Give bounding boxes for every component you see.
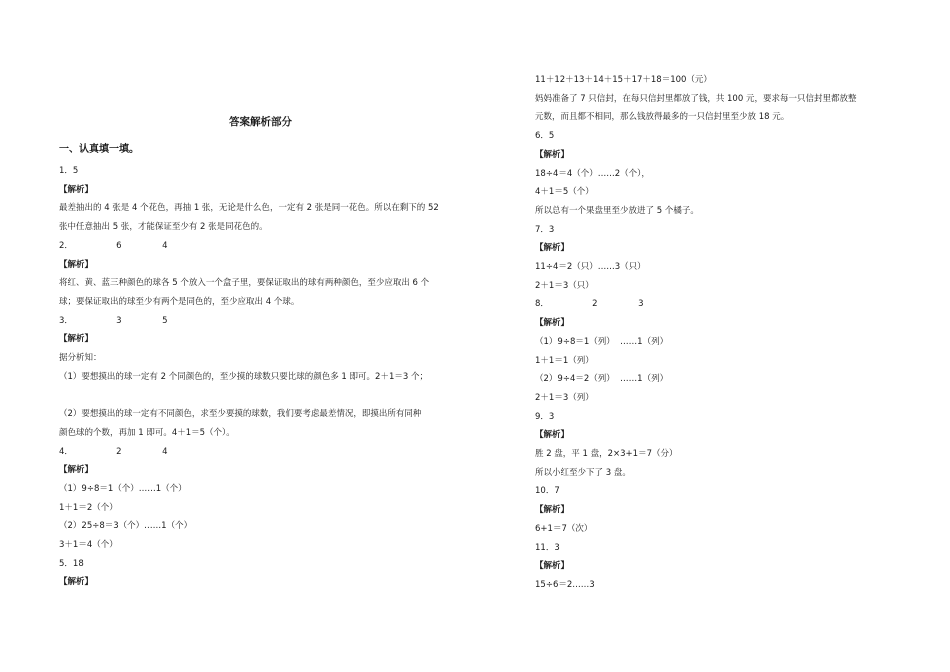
left-line: 1．5 bbox=[59, 166, 79, 176]
left-line: 4． 2 4 bbox=[59, 446, 168, 457]
left-line: 5．18 bbox=[59, 558, 84, 569]
left-line: （2）25÷8＝3（个）……1（个） bbox=[59, 521, 193, 532]
right-line: 【解析】 bbox=[535, 149, 570, 160]
right-line: 【解析】 bbox=[535, 318, 570, 329]
right-line: 6．5 bbox=[535, 131, 555, 142]
left-line: 颜色球的个数，再加 1 即可。4＋1＝5（个）。 bbox=[59, 427, 235, 438]
right-line: 2＋1＝3（只） bbox=[535, 280, 594, 291]
left-line: 球；要保证取出的球至少有两个是同色的，至少应取出 4 个球。 bbox=[59, 296, 300, 307]
right-line: 7．3 bbox=[535, 224, 555, 235]
right-line: （2）9÷4＝2（列） ……1（列） bbox=[535, 374, 669, 385]
right-line: 【解析】 bbox=[535, 430, 570, 441]
left-line: 【解析】 bbox=[59, 465, 94, 476]
left-line: （1）9÷8＝1（个）……1（个） bbox=[59, 483, 187, 494]
section-heading: 一、认真填一填。 bbox=[59, 144, 139, 155]
right-line: 所以小红至少下了 3 盘。 bbox=[535, 467, 631, 478]
left-line: 将红、黄、蓝三种颜色的球各 5 个放入一个盒子里，要保证取出的球有两种颜色，至少应取出 6 个 bbox=[59, 278, 430, 289]
right-line: 胜 2 盘，平 1 盘，2×3+1＝7（分） bbox=[535, 449, 678, 460]
right-line: （1）9÷8＝1（列） ……1（列） bbox=[535, 336, 669, 347]
right-line: 8． 2 3 bbox=[535, 299, 644, 310]
left-line: 2． 6 4 bbox=[59, 240, 168, 251]
right-line: 15÷6＝2……3 bbox=[535, 579, 595, 590]
right-line: 18÷4＝4（个）……2（个）， bbox=[535, 168, 650, 179]
right-line: 【解析】 bbox=[535, 505, 570, 516]
right-line: 【解析】 bbox=[535, 243, 570, 254]
right-line: 10．7 bbox=[535, 486, 560, 497]
right-line: 1＋1＝1（列） bbox=[535, 355, 594, 366]
right-line: 【解析】 bbox=[535, 561, 570, 572]
left-line bbox=[59, 386, 479, 405]
left-line: 【解析】 bbox=[59, 259, 94, 270]
right-line: 元数，而且都不相同，那么钱放得最多的一只信封里至少放 18 元。 bbox=[535, 112, 790, 123]
right-line: 11＋12＋13＋14＋15＋17＋18＝100（元） bbox=[535, 75, 712, 85]
left-column bbox=[59, 0, 479, 592]
right-line: 11÷4＝2（只）……3（只） bbox=[535, 262, 646, 273]
left-line: 3＋1＝4（个） bbox=[59, 540, 118, 551]
right-line: 2＋1＝3（列） bbox=[535, 392, 594, 403]
left-line: 【解析】 bbox=[59, 334, 94, 345]
right-line: 9．3 bbox=[535, 411, 555, 422]
left-line: 【解析】 bbox=[59, 184, 94, 195]
right-line: 妈妈准备了 7 只信封，在每只信封里都放了钱，共 100 元，要求每一只信封里都放整 bbox=[535, 93, 857, 104]
left-line: 1＋1＝2（个） bbox=[59, 502, 118, 513]
right-column bbox=[535, 0, 915, 595]
answer-section-title: 答案解析部分 bbox=[229, 116, 292, 128]
left-line: 最差抽出的 4 张是 4 个花色，再抽 1 张，无论是什么色，一定有 2 张是同一花色。所以在剩下的 52 bbox=[59, 203, 439, 214]
left-line: 据分析知： bbox=[59, 353, 102, 364]
right-line: 6+1＝7（次） bbox=[535, 523, 593, 534]
right-line: 11．3 bbox=[535, 542, 560, 553]
left-line: 3． 3 5 bbox=[59, 315, 168, 326]
left-line: 张中任意抽出 5 张，才能保证至少有 2 张是同花色的。 bbox=[59, 222, 268, 233]
left-line: 【解析】 bbox=[59, 577, 94, 588]
left-line: （1）要想摸出的球一定有 2 个同颜色的，至少摸的球数只要比球的颜色多 1 即可。2＋1＝3 个； bbox=[59, 371, 428, 382]
right-line: 所以总有一个果盘里至少放进了 5 个橘子。 bbox=[535, 205, 699, 216]
left-line: （2）要想摸出的球一定有不同颜色，求至少要摸的球数，我们要考虑最差情况，即摸出所有同种 bbox=[59, 409, 422, 420]
right-line: 4＋1＝5（个） bbox=[535, 187, 594, 198]
